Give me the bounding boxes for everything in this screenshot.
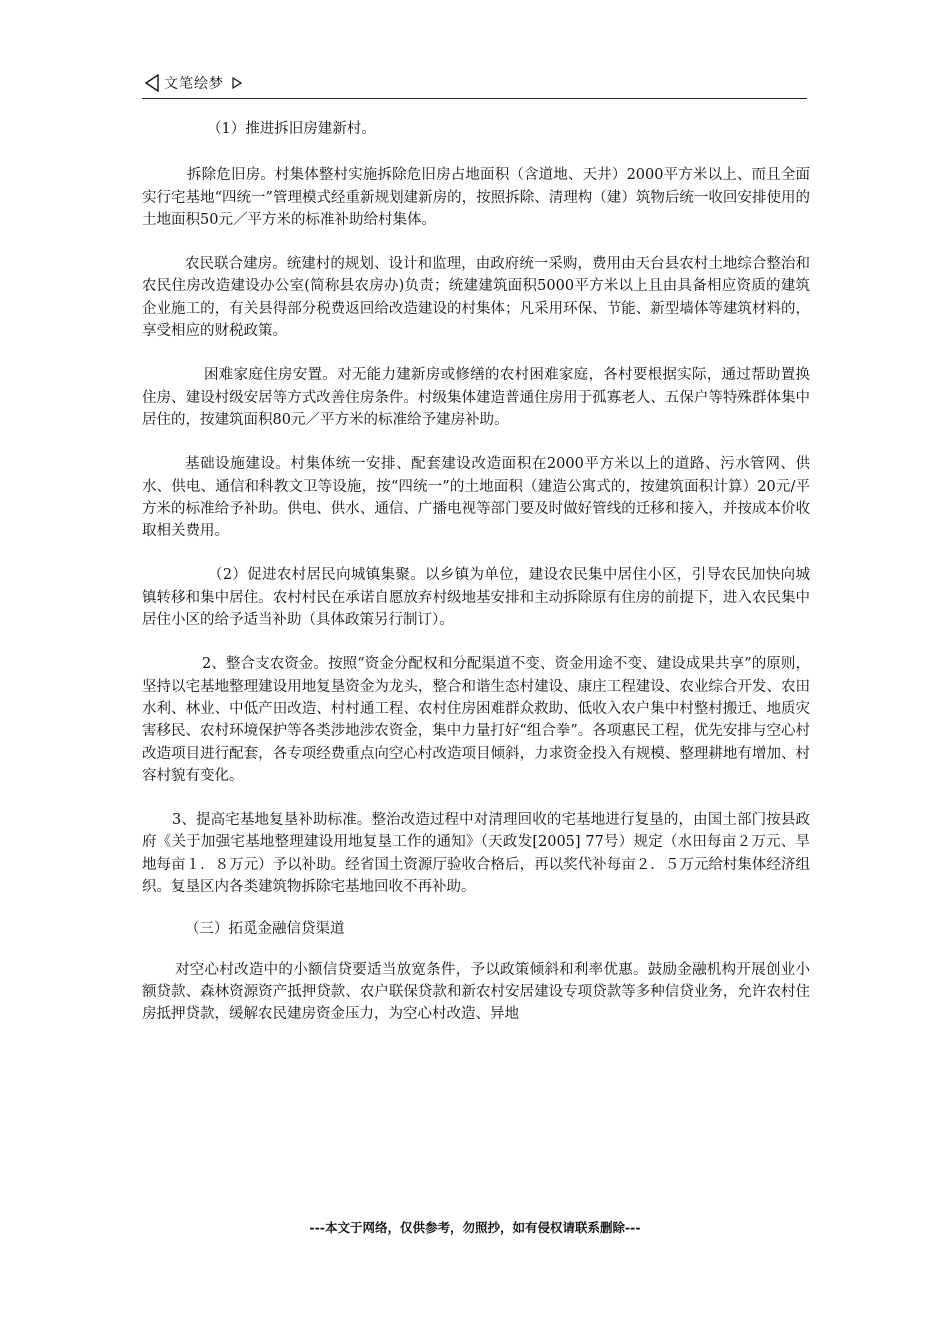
- paragraph-section-heading-3: （三）拓觅金融信贷渠道: [185, 921, 345, 938]
- paragraph-infrastructure: 基础设施建设。村集体统一安排、配套建设改造面积在2000平方米以上的道路、污水管网、供水、供电、通信和科教文卫等设施，按“四统一”的土地面积（建造公寓式的，按建筑面积计算）20元/平方米的标准给予补助。供电、供水、通信、广播电视等部门要及时做好管线的迁移和接入，并按成本价收取相关费用。: [142, 456, 810, 540]
- paragraph-reclamation-subsidy: 3、提高宅基地复垦补助标准。整治改造过程中对清理回收的宅基地进行复垦的，由国土部门按县政府《关于加强宅基地整理建设用地复垦工作的通知》（天政发[2005] 77号）规定（水田每亩２万元、旱地每亩１．８万元）予以补助。经省国土资源厅验收合格后，再以奖代补每亩２．５万元给村集体经济组织。复垦区内各类建筑物拆除宅基地回收不再补助。: [142, 812, 810, 896]
- right-triangle-icon: [232, 77, 242, 89]
- paragraph-urban-gathering: （2）促进农村居民向城镇集聚。以乡镇为单位，建设农民集中居住小区，引导农民加快向城镇转移和集中居住。农村村民在承诺自愿放弃村级地基安排和主动拆除原有住房的前提下，进入农民集中居住小区的给予适当补助（具体政策另行制订）。: [142, 567, 810, 629]
- document-body: [142, 118, 810, 1026]
- left-triangle-icon: [144, 74, 160, 92]
- paragraph-integrate-funds: 2、整合支农资金。按照“资金分配权和分配渠道不变、资金用途不变、建设成果共享”的原则，坚持以宅基地整理建设用地复垦资金为龙头，整合和谐生态村建设、康庄工程建设、农业综合开发、农田水利、林业、中低产田改造、村村通工程、农村住房困难群众救助、低收入农户集中村整村搬迁、地质灾害移民、农村环境保护等各类涉地涉农资金，集中力量打好“组合拳”。各项惠民工程，优先安排与空心村改造项目进行配套，各专项经费重点向空心村改造项目倾斜，力求资金投入有规模、整理耕地有增加、村容村貌有变化。: [142, 656, 810, 784]
- paragraph-poor-family-housing: 困难家庭住房安置。对无能力建新房或修缮的农村困难家庭，各村要根据实际，通过帮助置换住房、建设村级安居等方式改善住房条件。村级集体建造普通住房用于孤寡老人、五保户等特殊群体集中居住的，按建筑面积80元／平方米的标准给予建房补助。: [142, 367, 810, 428]
- paragraph-demolish-old-houses: 拆除危旧房。村集体整村实施拆除危旧房占地面积（含道地、天井）2000平方米以上、而且全面实行宅基地“四统一”管理模式经重新规划建新房的，按照拆除、清理构（建）筑物后统一收回安排使用的土地面积50元／平方米的标准补助给村集体。: [142, 167, 810, 228]
- page-header: [142, 72, 807, 99]
- paragraph-joint-housing: 农民联合建房。统建村的规划、设计和监理，由政府统一采购，费用由天台县农村土地综合整治和农民住房改造建设办公室(简称县农房办)负责；统建建筑面积5000平方米以上且由具备相应资质的建筑企业施工的，有关县得部分税费返回给改造建设的村集体；凡采用环保、节能、新型墙体等建筑材料的，享受相应的财税政策。: [142, 256, 810, 340]
- header-logo: [144, 73, 242, 93]
- page-footer: ---本文于网络，仅供参考，勿照抄，如有侵权请联系删除---: [309, 1220, 641, 1235]
- paragraph-section-heading-1: （1）推进拆旧房建新村。: [207, 121, 376, 137]
- logo-text: 文笔绘梦: [164, 76, 224, 92]
- paragraph-finance-credit: 对空心村改造中的小额信贷要适当放宽条件，予以政策倾斜和利率优惠。鼓励金融机构开展创业小额贷款、森林资源资产抵押贷款、农户联保贷款和新农村安居建设专项贷款等多种信贷业务，允许农村住房抵押贷款，缓解农民建房资金压力，为空心村改造、异地: [142, 961, 810, 1023]
